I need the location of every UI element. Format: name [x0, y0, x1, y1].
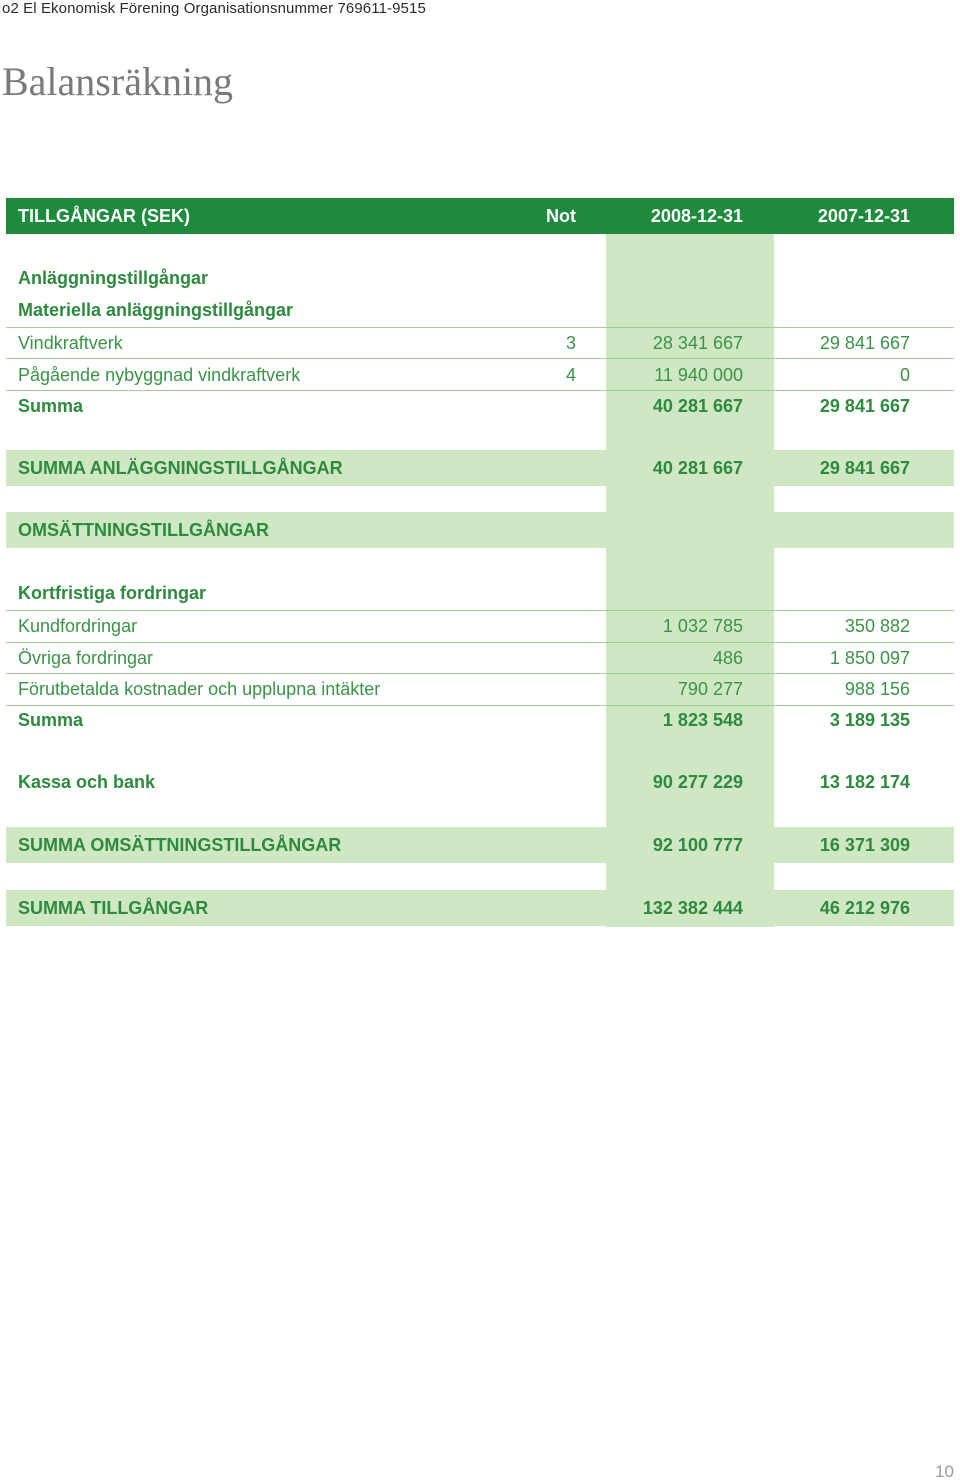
page-number: 10 [935, 1462, 954, 1481]
table-row [6, 611, 954, 641]
row-value-2007: 3 189 135 [829, 709, 910, 730]
row-value-2007: 29 841 667 [819, 395, 910, 416]
header-not: Not [546, 205, 576, 226]
row-value-2008: 40 281 667 [652, 457, 743, 478]
row-value-2008: 90 277 229 [652, 771, 743, 792]
row-label: Pågående nybyggnad vindkraftverk [18, 364, 301, 385]
row-label: Kortfristiga fordringar [18, 582, 207, 603]
table-row [6, 643, 954, 673]
row-value-2008: 1 032 785 [662, 615, 743, 636]
table-row [6, 512, 954, 548]
table-row [6, 767, 954, 797]
table-row [6, 296, 954, 324]
row-value-2007: 13 182 174 [819, 771, 910, 792]
row-value-2007: 988 156 [844, 678, 910, 699]
table-row [6, 391, 954, 421]
row-label: Anläggningstillgångar [18, 267, 209, 288]
row-label: SUMMA ANLÄGGNINGSTILLGÅNGAR [18, 457, 343, 478]
row-label: Kundfordringar [18, 615, 138, 636]
row-not: 4 [565, 364, 576, 385]
table-row [6, 827, 954, 863]
row-value-2007: 0 [899, 364, 910, 385]
header-label: TILLGÅNGAR (SEK) [18, 205, 190, 226]
row-value-2007: 350 882 [844, 615, 910, 636]
row-label: OMSÄTTNINGSTILLGÅNGAR [18, 519, 269, 540]
row-value-2008: 1 823 548 [662, 709, 743, 730]
row-value-2008: 486 [712, 647, 743, 668]
row-value-2007: 29 841 667 [819, 457, 910, 478]
header-col-2008: 2008-12-31 [650, 205, 743, 226]
row-value-2008: 92 100 777 [652, 834, 743, 855]
row-value-2008: 11 940 000 [654, 364, 743, 385]
row-value-2007: 29 841 667 [819, 332, 910, 353]
row-label: Summa [18, 395, 84, 416]
table-row [6, 328, 954, 358]
table-header [6, 198, 954, 234]
table-row [6, 890, 954, 926]
row-value-2008: 132 382 444 [642, 897, 743, 918]
row-label: Vindkraftverk [18, 332, 123, 353]
page-title: Balansräkning [2, 59, 234, 104]
row-label: SUMMA TILLGÅNGAR [18, 897, 209, 918]
row-label: Summa [18, 709, 84, 730]
row-not: 3 [565, 332, 576, 353]
row-value-2007: 1 850 097 [829, 647, 910, 668]
row-value-2008: 40 281 667 [652, 395, 743, 416]
table-row [6, 450, 954, 486]
row-divider [6, 358, 954, 359]
row-label: Kassa och bank [18, 771, 156, 792]
row-value-2007: 46 212 976 [819, 897, 910, 918]
row-value-2008: 28 341 667 [652, 332, 743, 353]
table-row [6, 705, 954, 735]
table-row [6, 360, 954, 390]
row-value-2007: 16 371 309 [819, 834, 910, 855]
row-value-2008: 790 277 [677, 678, 743, 699]
table-row [6, 264, 954, 292]
row-label: Övriga fordringar [18, 647, 154, 668]
table-row [6, 674, 954, 704]
table-row [6, 579, 954, 607]
row-label: SUMMA OMSÄTTNINGSTILLGÅNGAR [18, 834, 342, 855]
row-label: Materiella anläggningstillgångar [18, 299, 294, 320]
row-label: Förutbetalda kostnader och upplupna intäkter [18, 678, 381, 699]
header-col-2007: 2007-12-31 [817, 205, 910, 226]
organisation-header: o2 El Ekonomisk Förening Organisationsnummer 769611-9515 [2, 0, 426, 17]
